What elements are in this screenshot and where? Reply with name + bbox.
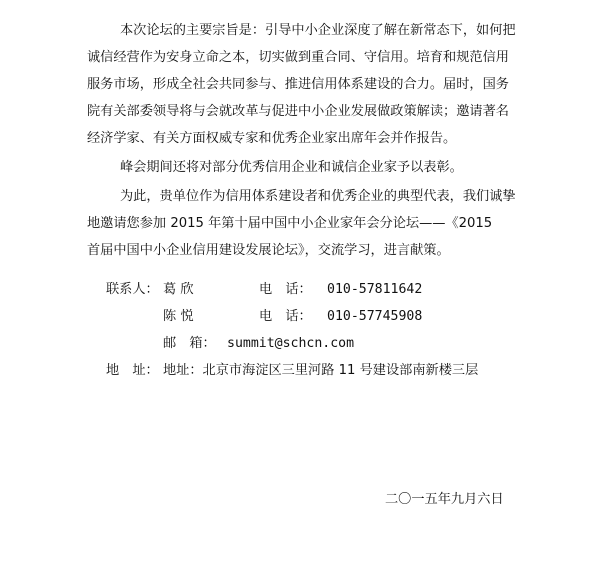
phone-label: 电 话： xyxy=(259,282,312,297)
address-label: 地 址： xyxy=(106,363,159,378)
phone-number: 010-57811642 xyxy=(327,282,423,297)
text-line: 为此，贵单位作为信用体系建设者和优秀企业的典型代表，我们诚挚 xyxy=(120,189,516,204)
text-line: 诚信经营作为安身立命之本，切实做到重合同、守信用。培育和规范信用 xyxy=(87,50,509,65)
email-label: 邮 箱： xyxy=(163,336,216,351)
text-line: 地邀请您参加 2015 年第十届中国中小企业家年会分论坛——《2015 xyxy=(87,216,493,231)
text-line: 院有关部委领导将与会就改革与促进中小企业发展做政策解读；邀请著名 xyxy=(87,104,509,119)
phone-label: 电 话： xyxy=(259,309,312,324)
text-line: 首届中国中小企业信用建设发展论坛》，交流学习，进言献策。 xyxy=(87,243,450,258)
text-line: 本次论坛的主要宗旨是：引导中小企业深度了解在新常态下，如何把 xyxy=(120,23,516,38)
text-line: 服务市场，形成全社会共同参与、推进信用体系建设的合力。届时，国务 xyxy=(87,77,509,92)
contact-label: 联系人： xyxy=(106,282,159,297)
text-line: 经济学家、有关方面权威专家和优秀企业家出席年会并作报告。 xyxy=(87,131,457,146)
letter-date: 二〇一五年九月六日 xyxy=(385,492,504,507)
address-value: 地址：北京市海淀区三里河路 11 号建设部南新楼三层 xyxy=(163,363,479,378)
email-address: summit@schcn.com xyxy=(227,336,355,351)
contact-name: 葛 欣 xyxy=(163,282,194,297)
contact-name: 陈 悦 xyxy=(163,309,194,324)
text-line: 峰会期间还将对部分优秀信用企业和诚信企业家予以表彰。 xyxy=(120,160,463,175)
phone-number: 010-57745908 xyxy=(327,309,423,324)
